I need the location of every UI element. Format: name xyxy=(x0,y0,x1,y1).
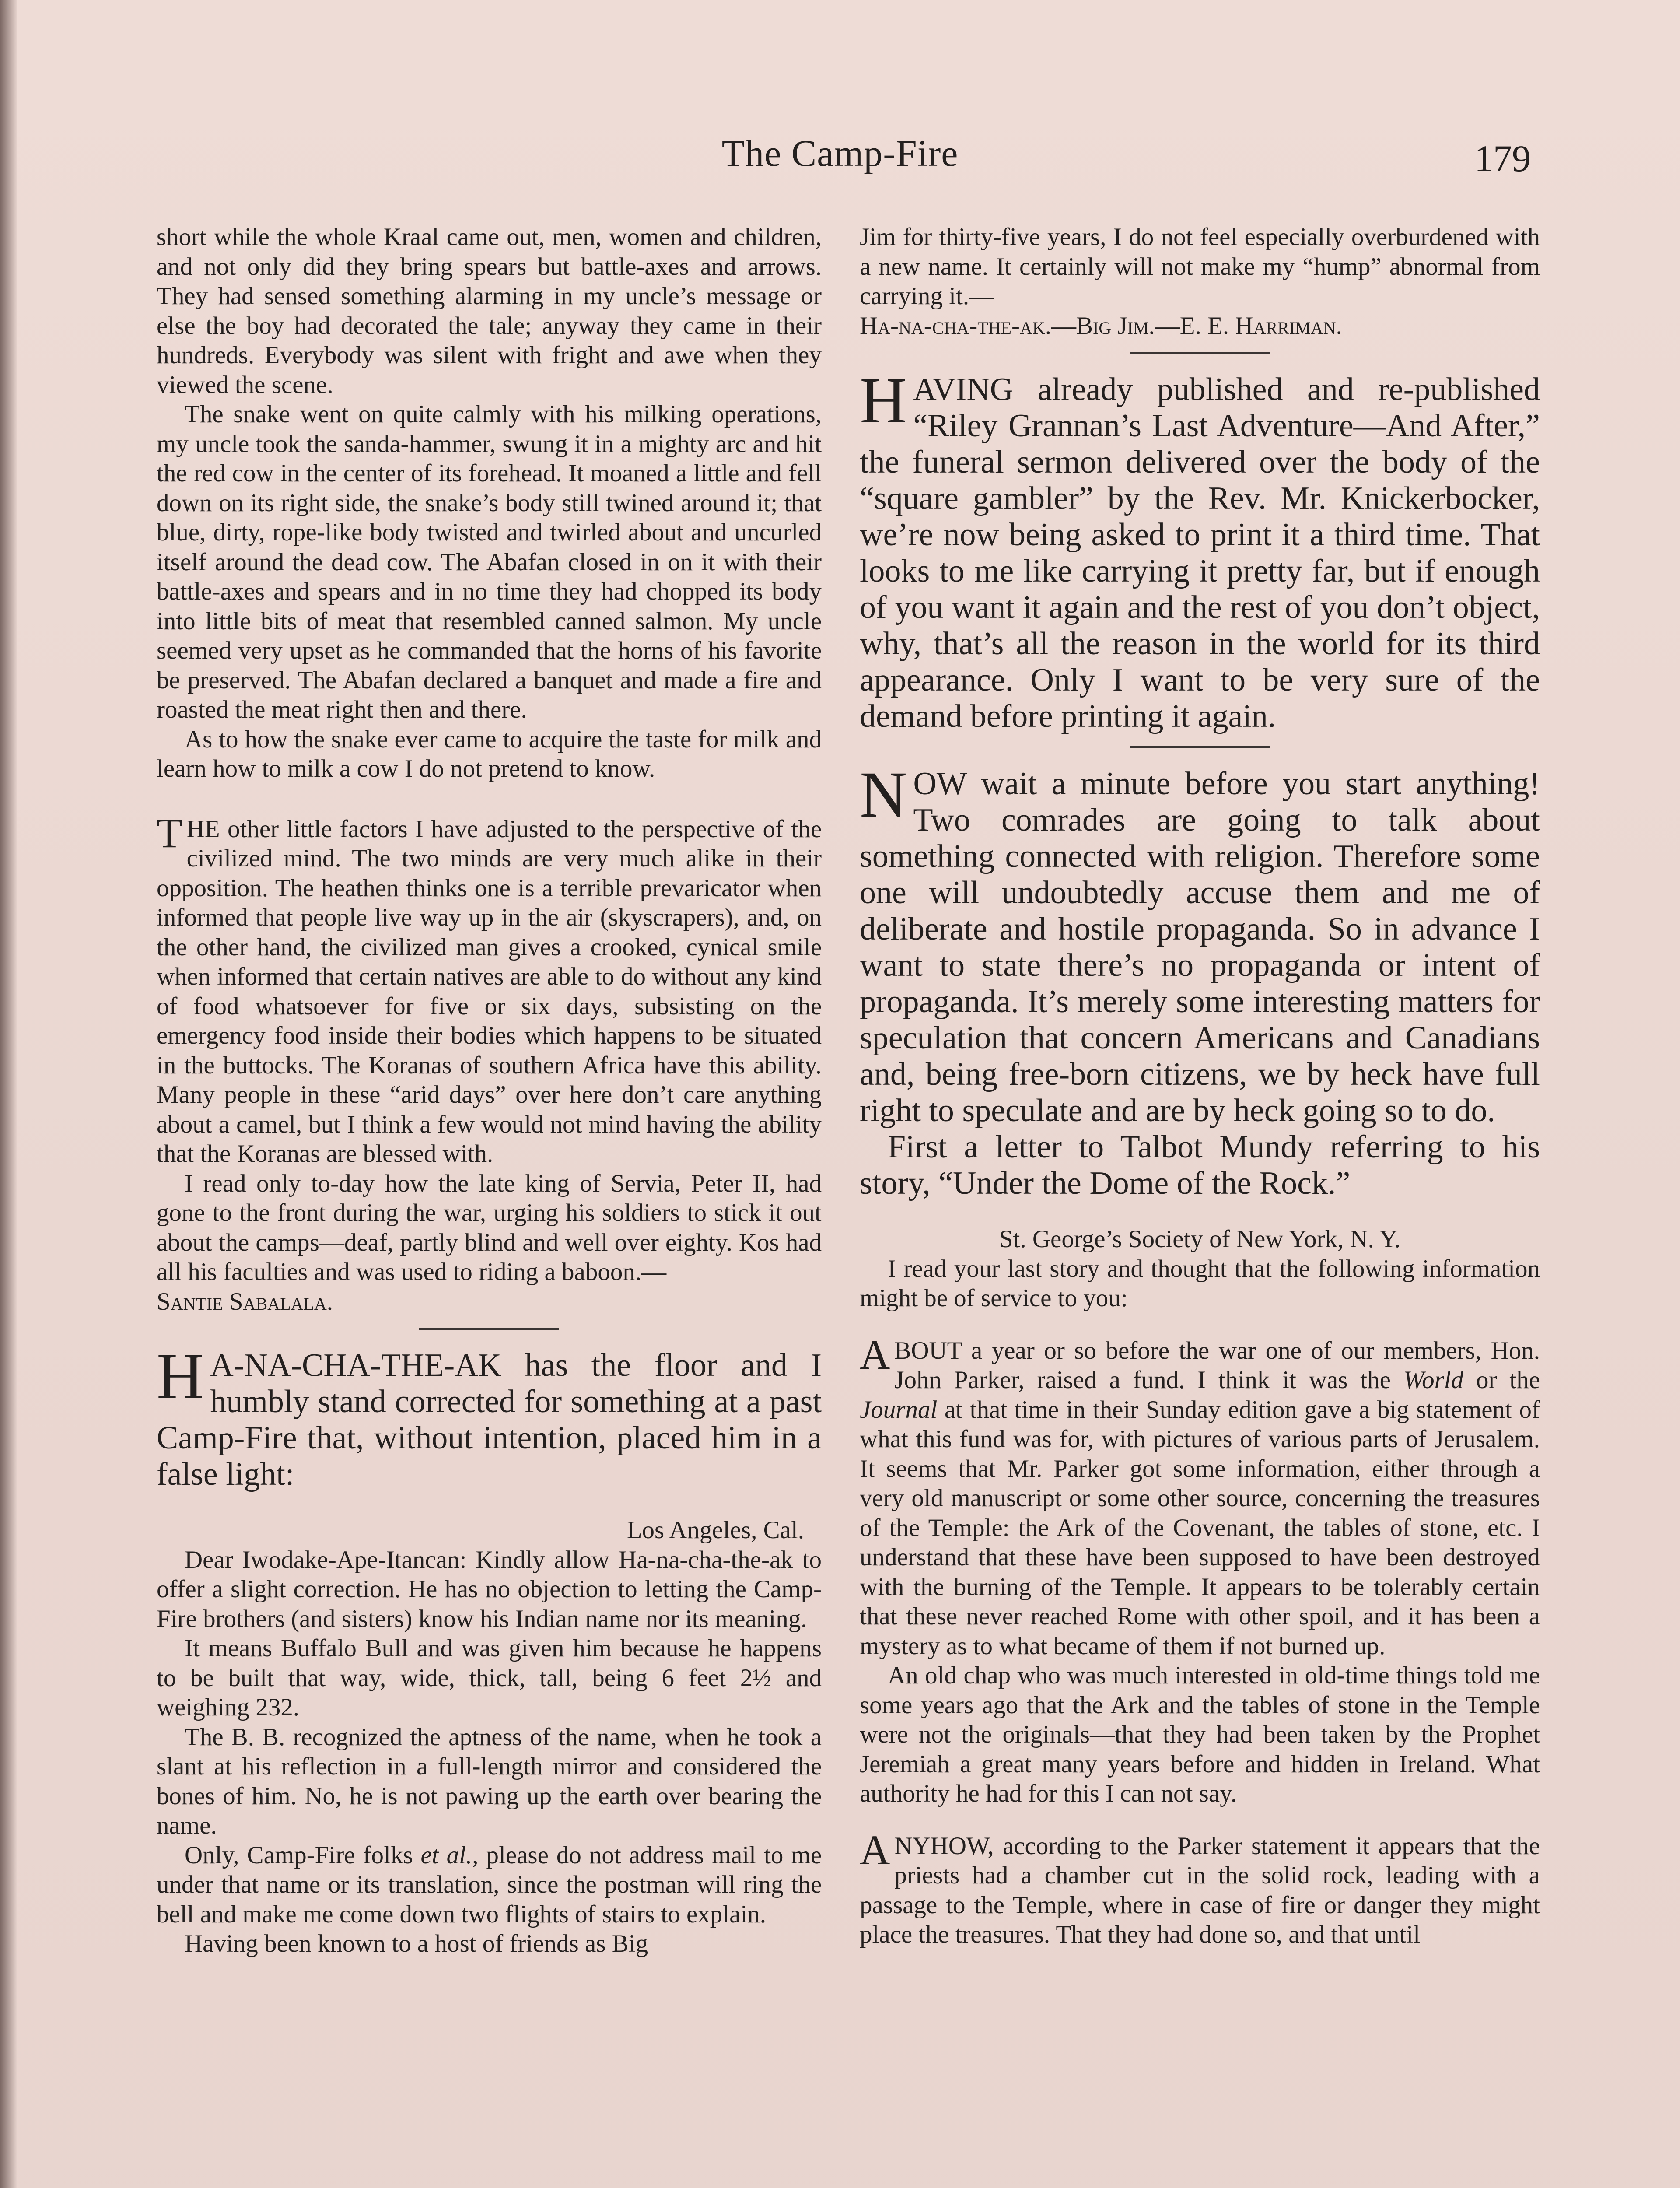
running-title: The Camp-Fire xyxy=(721,132,959,174)
section-divider xyxy=(1130,746,1270,748)
page-number: 179 xyxy=(1474,137,1531,179)
paragraph: THE other little factors I have adjusted to the perspective of the civilized mind. The two minds are very much alike in their opposition. The heathen thinks one is a terrible prevaricator when informed that people live way up in the air (skyscrapers), and, on the other hand, the civilized man gives a crooked, cynical smile when informed that certain natives are able to do without any kind of food whatsoever for five or six days, subsisting on the emergency food inside their bodies which happens to be situated in the buttocks. The Koranas of southern Africa have this ability. Many people in these “arid days” over here don’t care anything about a camel, but I think a few would not mind having the ability that the Koranas are blessed with. xyxy=(157,809,822,1168)
page-edge-shadow xyxy=(0,0,18,2188)
paragraph: short while the whole Kraal came out, men, women and children, and not only did they bring spears but battle-axes and arrows. They had sensed something alarming in my uncle’s message or else the boy had decorated the tale; anyway they came in their hundreds. Everybody was silent with fright and awe when they viewed the scene. xyxy=(157,223,822,399)
paragraph: ABOUT a year or so before the war one of our members, Hon. John Parker, raised a fund. I think it was the World or the Journal at that time in their Sunday edition gave a big statement of what this fund was for, with pictures of various parts of Jerusalem. It seems that Mr. Parker got some information, either through a very old manuscript or some other source, concerning the treasures of the Temple: the Ark of the Covenant, the tables of stone, etc. I understand that these have been supposed to have been destroyed with the burning of the Temple. It appears to be tolerably certain that these never reached Rome with other spoil, and it has been a mystery as to what became of them if not burned up. xyxy=(860,1331,1540,1660)
section-paragraph: First a letter to Talbot Mundy referring to his story, “Under the Dome of the Rock.” xyxy=(860,1129,1540,1201)
paragraph: Having been known to a host of friends as Big xyxy=(185,1930,648,1957)
section-divider xyxy=(419,1328,559,1330)
section-paragraph: HAVING already published and re-published “Riley Grannan’s Last Adventure—And After,” the funeral sermon delivered over the body of the “square gambler” by the Rev. Mr. Knickerbocker, we’re now being asked to print it a third time. That looks to me like carrying it pretty far, but if enough of you want it again and the rest of you don’t object, why, that’s all the reason in the world for its third appearance. Only I want to be very sure of the demand before printing it again. xyxy=(860,364,1540,734)
drop-cap: A xyxy=(860,1331,890,1378)
paragraph: The B. B. recognized the aptness of the name, when he took a slant at his reflection in a full-length mirror and considered the bones of him. No, he is not pawing up the earth over bearing the name. xyxy=(157,1723,822,1839)
drop-cap: A xyxy=(860,1826,890,1873)
paragraph: The snake went on quite calmly with his milking operations, my uncle took the sanda-hammer, swung it in a mighty arc and hit the red cow in the center of its forehead. It moaned a little and fell down on its right side, the snake’s body still twined around it; that blue, dirty, rope-like body twisted and twirled about and uncurled itself around the dead cow. The Abafan closed in on it with their battle-axes and spears and in no time they had chopped its body into little bits of meat that resembled canned salmon. My uncle seemed very upset as he commanded that the horns of his favorite be preserved. The Abafan declared a banquet and made a fire and roasted the meat right then and there. xyxy=(157,400,822,723)
drop-cap: T xyxy=(157,809,182,856)
paragraph: ANYHOW, according to the Parker statement it appears that the priests had a chamber cut in the solid rock, leading with a passage to the Temple, where in case of fire or danger they might place the treasures. That they had done so, and that until xyxy=(860,1826,1540,1948)
left-column xyxy=(157,222,822,1959)
letter-heading: St. George’s Society of New York, N. Y. xyxy=(999,1225,1401,1253)
paragraph: Jim for thirty-five years, I do not feel especially overburdened with a new name. It certainly will not make my “hump” abnormal from carrying it.— xyxy=(860,223,1540,310)
paragraph: Dear Iwodake-Ape-Itancan: Kindly allow Ha-na-cha-the-ak to offer a slight correction. He has no objection to letting the Camp-Fire brothers (and sisters) know his Indian name nor its meaning. xyxy=(157,1546,822,1633)
paragraph: I read your last story and thought that the following information might be of service to you: xyxy=(860,1255,1540,1312)
letter-place: Los Angeles, Cal. xyxy=(626,1516,804,1544)
right-column xyxy=(860,222,1540,1950)
paragraph: An old chap who was much interested in old-time things told me some years ago that the Ark and the tables of stone in the Temple were not the originals—that they had been taken by the Prophet Jeremiah a great many years before and hidden in Ireland. What authority he had for this I can not say. xyxy=(860,1662,1540,1807)
paragraph: I read only to-day how the late king of Servia, Peter II, had gone to the front during the war, urging his soldiers to stick it out about the camps—deaf, partly blind and well over eighty. Kos had all his faculties and was used to riding a baboon.— xyxy=(157,1169,822,1286)
section-intro: H A-NA-CHA-THE-AK has the floor and I humbly stand corrected for something at a past Camp-Fire that, without intention, placed him in a false light: xyxy=(157,1340,822,1492)
paragraph: Only, Camp-Fire folks et al., please do not address mail to me under that name or its translation, since the postman will ring the bell and make me come down two flights of stairs to explain. xyxy=(157,1841,822,1928)
section-paragraph: NOW wait a minute before you start anything! Two comrades are going to talk about something connected with religion. Therefore some one will undoubtedly accuse them and me of deliberate and hostile propaganda. So in advance I want to state there’s no propaganda or intent of propaganda. It’s merely some interesting matters for speculation that concern Americans and Canadians and, being free-born citizens, we by heck have full right to speculate and are by heck going so to do. xyxy=(860,758,1540,1129)
paragraph: It means Buffalo Bull and was given him because he happens to be built that way, wide, thick, tall, being 6 feet 2½ and weighing 232. xyxy=(157,1634,822,1721)
drop-cap: N xyxy=(860,758,907,831)
drop-cap: H xyxy=(157,1340,204,1413)
paragraph: As to how the snake ever came to acquire the taste for milk and learn how to milk a cow I do not pretend to know. xyxy=(157,725,822,782)
section-divider xyxy=(1130,352,1270,354)
drop-cap: H xyxy=(860,364,907,437)
signature: Santie Sabalala. xyxy=(157,1287,333,1315)
signature: Ha-na-cha-the-ak.—Big Jim.—E. E. Harriman. xyxy=(860,312,1342,340)
